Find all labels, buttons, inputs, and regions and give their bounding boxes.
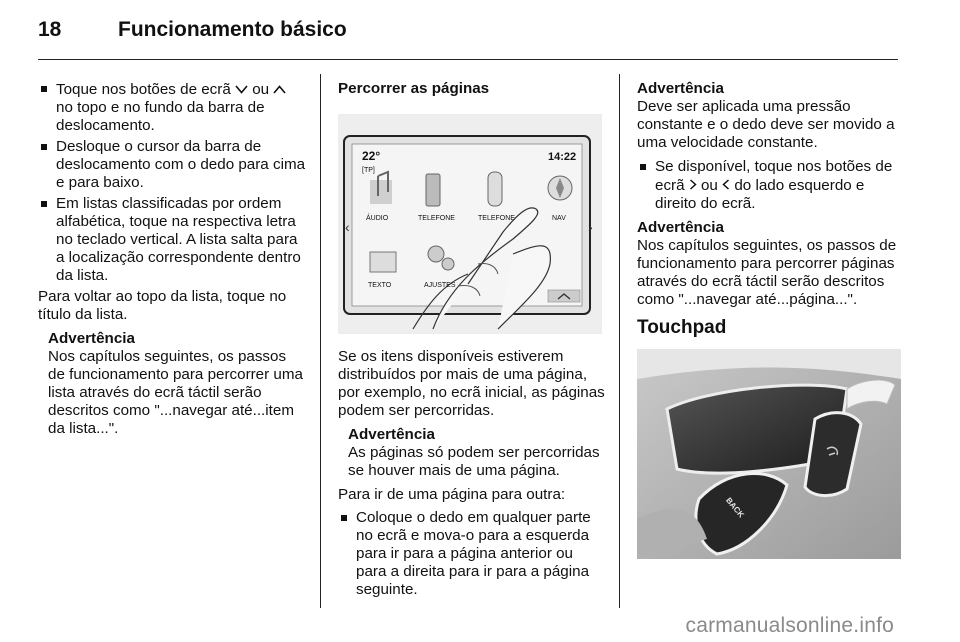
note-text: Nos capítulos seguintes, os passos de funcionamento para percorrer páginas através do ecrã táctil serão descritos como "...navegar até...página...". bbox=[637, 237, 897, 308]
note-text: Deve ser aplicada uma pressão constante e o dedo deve ser movido a uma velocidade constante. bbox=[637, 98, 895, 151]
note bbox=[637, 219, 903, 309]
list-item: Coloque o dedo em qualquer parte no ecrã e mova-o para a esquerda para ir para a página anterior ou para a direita para ir para a página seguinte. bbox=[338, 509, 606, 599]
chevron-left-icon: ‹ bbox=[345, 219, 350, 235]
tile-label: NAV bbox=[552, 215, 566, 222]
tile-label: ÁUDIO bbox=[366, 215, 389, 222]
bullet-list bbox=[338, 509, 606, 599]
text-icon bbox=[370, 252, 396, 272]
paragraph: Se os itens disponíveis estiverem distribuídos por mais de uma página, por exemplo, no ecrã inicial, as páginas podem ser percorridas. bbox=[338, 348, 605, 419]
page-header bbox=[38, 18, 347, 48]
back-button-label: BACK bbox=[724, 495, 746, 520]
compass-icon bbox=[548, 176, 572, 200]
header-rule bbox=[38, 59, 898, 60]
list-item: Toque nos botões de ecrã ou no topo e no fundo da barra de deslocamento. bbox=[38, 80, 306, 135]
touchscreen-illustration bbox=[338, 114, 602, 334]
list-item: Se disponível, toque nos botões de ecrã ou do lado esquerdo e direito do ecrã. bbox=[637, 158, 903, 213]
note-title: Advertência bbox=[48, 330, 135, 347]
tile-label: TELEFONE bbox=[418, 215, 455, 222]
phone-icon bbox=[488, 172, 502, 206]
screen-tp-label: [TP] bbox=[362, 167, 375, 174]
list-item: Em listas classificadas por ordem alfabética, toque na respectiva letra no teclado vertical. A lista salta para a localização correspondente dentro da lista. bbox=[38, 195, 306, 285]
note bbox=[637, 80, 903, 152]
chevron-left-icon bbox=[722, 177, 730, 193]
list-item: Desloque o cursor da barra de deslocamento com o dedo para cima e para baixo. bbox=[38, 138, 306, 192]
chevron-right-icon: › bbox=[588, 219, 593, 235]
column-3 bbox=[637, 80, 903, 559]
note-title: Advertência bbox=[637, 219, 724, 236]
page-number: 18 bbox=[38, 18, 62, 41]
column-2 bbox=[338, 80, 606, 602]
screen-temperature: 22° bbox=[362, 149, 381, 163]
tile-label: AJUSTES bbox=[424, 282, 456, 289]
paragraph: Para ir de uma página para outra: bbox=[338, 486, 566, 503]
note bbox=[38, 330, 306, 438]
tile-label: TELEFONE bbox=[478, 215, 515, 222]
section-heading: Touchpad bbox=[637, 317, 727, 338]
touchpad-photo bbox=[637, 349, 901, 559]
chevron-right-icon bbox=[689, 177, 697, 193]
note-title: Advertência bbox=[637, 80, 724, 97]
column-divider-1 bbox=[320, 74, 321, 608]
note bbox=[338, 426, 606, 480]
phone-icon bbox=[426, 174, 440, 206]
screen-time: 14:22 bbox=[548, 151, 577, 163]
note-title: Advertência bbox=[348, 426, 435, 443]
subsection-heading: Percorrer as páginas bbox=[338, 80, 490, 97]
bullet-list bbox=[637, 158, 903, 213]
page-title: Funcionamento básico bbox=[118, 18, 347, 41]
column-divider-2 bbox=[619, 74, 620, 608]
column-1 bbox=[38, 80, 306, 444]
touchpad-drawing bbox=[637, 349, 901, 559]
watermark: carmanualsonline.info bbox=[685, 614, 894, 637]
paragraph: Para voltar ao topo da lista, toque no título da lista. bbox=[38, 288, 287, 323]
note-text: Nos capítulos seguintes, os passos de funcionamento para percorrer uma lista através do ecrã táctil serão descritos como "...navegar até...item da lista...". bbox=[48, 348, 303, 437]
chevron-down-icon bbox=[235, 81, 248, 97]
bullet-list bbox=[38, 80, 306, 285]
chevron-up-icon bbox=[273, 81, 286, 97]
tile-label: TEXTO bbox=[368, 282, 392, 289]
note-text: As páginas só podem ser percorridas se houver mais de uma página. bbox=[348, 444, 600, 479]
